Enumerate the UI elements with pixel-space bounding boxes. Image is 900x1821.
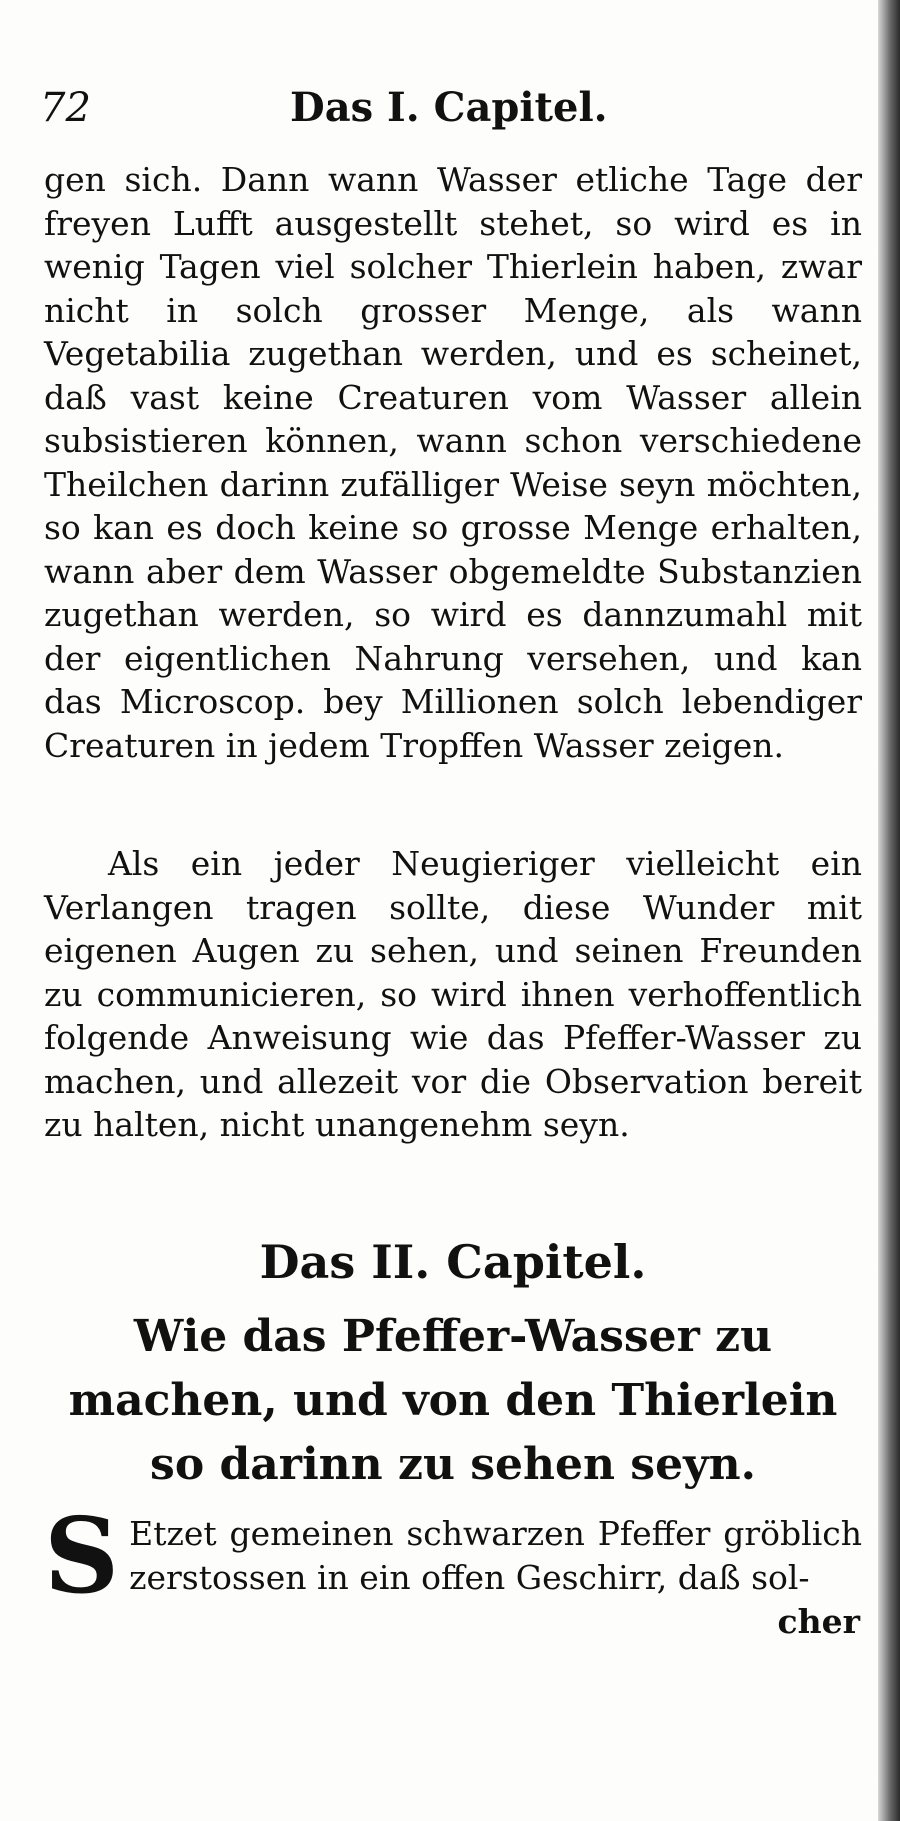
chapter-title: Wie das Pfeffer-Wasser zu machen, und von den Thierlein so darinn zu sehen seyn. [68,1311,838,1490]
catchword: cher [777,1602,860,1641]
paragraph-2: Als ein jeder Neugieriger vielleicht ein Verlangen tragen sollte, diese Wunder mit eigenen Augen zu sehen, und seinen Freunden zu communicieren, so wird ihnen verhoffentlich folgende Anweisung wie das Pfeffer-Wasser zu machen, und allezeit vor die Observation bereit zu halten, nicht unangenehm seyn. [44,844,862,1144]
drop-cap: S [44,1494,120,1617]
page-number: 72 [40,85,91,131]
scan-edge-shadow [878,0,900,1821]
running-head: Das I. Capitel. [290,84,608,131]
chapter-heading: Das II. Capitel. [259,1235,647,1289]
paragraph-1: gen sich. Dann wann Wasser etliche Tage der freyen Lufft ausgestellt stehet, so wird es in wenig Tagen viel solcher Thierlein haben, zwar nicht in solch grosser Menge, als wann Vegetabilia zugethan werden, und es scheinet, daß vast keine Creaturen vom Wasser allein subsistieren können, wann schon verschiedene Theilchen darinn zufälliger Weise seyn möchten, so kan es doch keine so grosse Menge erhalten, wann aber dem Wasser obgemeldte Substanzien zugethan werden, so wird es dannzumahl mit der eigentlichen Nahrung versehen, und kan das Microscop. bey Millionen solch lebendiger Creaturen in jedem Tropffen Wasser zeigen. [44,160,862,765]
paragraph-3 [44,1494,862,1617]
paragraph-3-text: Etzet gemeinen schwarzen Pfeffer gröblich zerstossen in ein offen Geschirr, daß sol- [129,1514,862,1597]
page-header [40,78,860,138]
